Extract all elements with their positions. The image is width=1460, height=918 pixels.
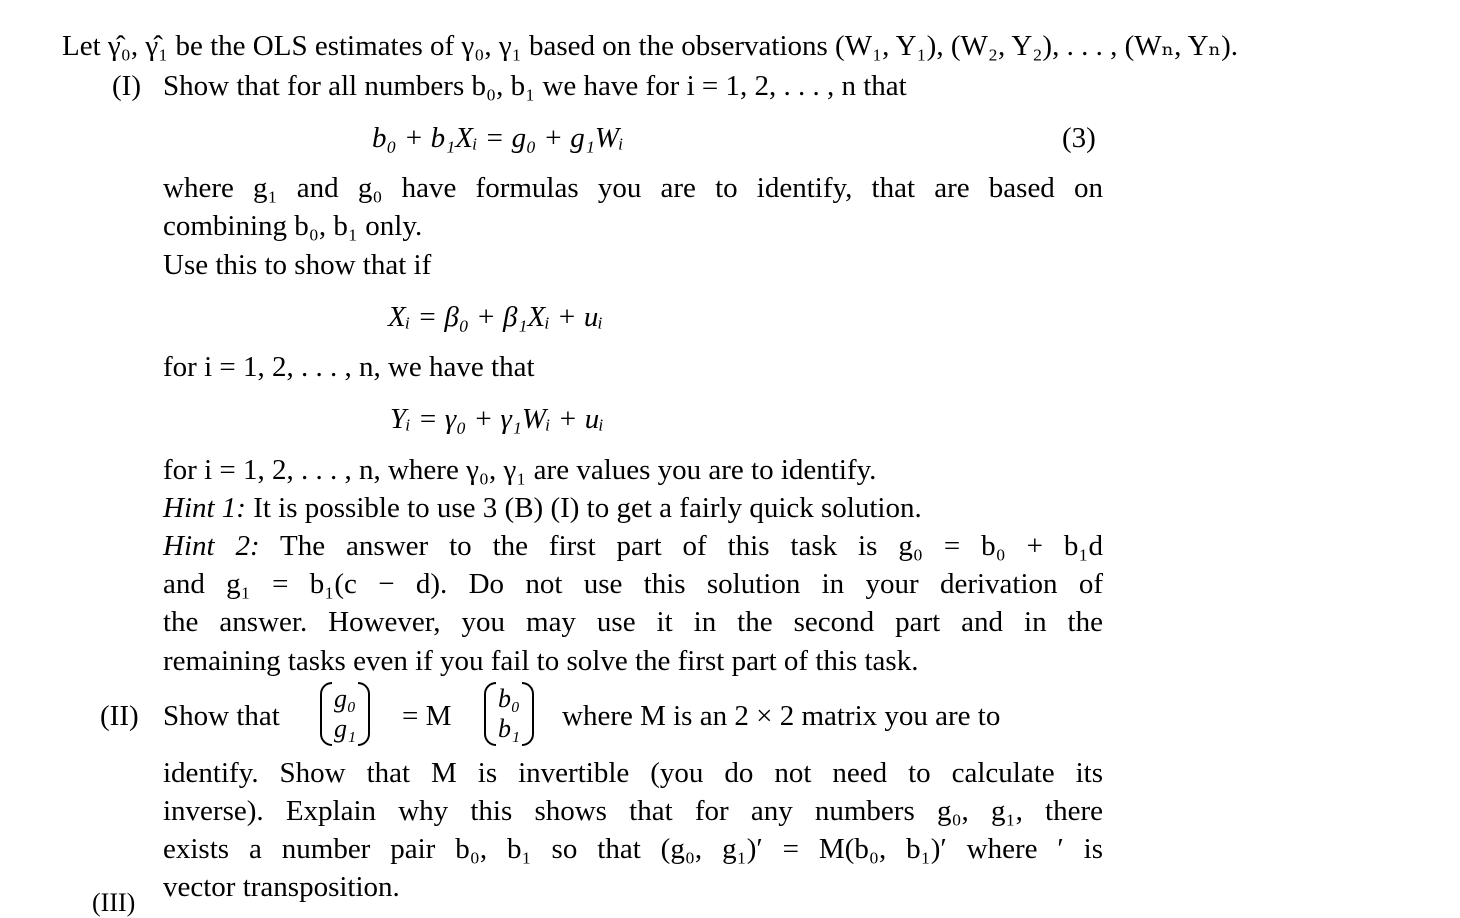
hint2-label: Hint 2: bbox=[163, 530, 260, 562]
vector-b-top: b₀ bbox=[498, 684, 521, 713]
part2-show-that: Show that bbox=[163, 700, 280, 732]
hint1-label: Hint 1: bbox=[163, 492, 246, 524]
part2-line3: inverse). Explain why this shows that for any numbers g₀, g₁, there bbox=[163, 795, 1103, 827]
hint2-text: The answer to the first part of this task is g₀ = b₀ + b₁d bbox=[280, 530, 1104, 562]
part1-line1: Show that for all numbers b₀, b₁ we have for i = 1, 2, . . . , n that bbox=[163, 70, 907, 102]
part1-line2: where g₁ and g₀ have formulas you are to identify, that are based on bbox=[163, 172, 1103, 204]
equation-3-number: (3) bbox=[1062, 122, 1096, 154]
hint2 bbox=[163, 532, 1103, 561]
vector-g-bottom: g₁ bbox=[334, 713, 357, 743]
part2-line4: exists a number pair b₀, b₁ so that (g₀, g₁)′ = M(b₀, b₁)′ where ′ is bbox=[163, 833, 1103, 865]
part2-line2: identify. Show that M is invertible (you do not need to calculate its bbox=[163, 757, 1103, 789]
vector-b-bottom: b₁ bbox=[498, 713, 521, 743]
intro-text: Let γ̂₀, γ̂₁ be the OLS estimates of γ₀, γ₁ based on the observations (W₁, Y₁), (W₂, Y₂), . . . , (Wₙ, Yₙ). bbox=[62, 30, 1238, 62]
hint1 bbox=[163, 494, 922, 523]
part1-label: (I) bbox=[112, 70, 141, 102]
part1-line4: Use this to show that if bbox=[163, 249, 432, 281]
part1-line6: for i = 1, 2, . . . , n, where γ₀, γ₁ are values you are to identify. bbox=[163, 454, 877, 486]
equation-y: Yᵢ = γ₀ + γ₁Wᵢ + uᵢ bbox=[390, 403, 604, 435]
part1-line5: for i = 1, 2, . . . , n, we have that bbox=[163, 351, 535, 383]
part1-line3: combining b₀, b₁ only. bbox=[163, 210, 423, 242]
vector-b bbox=[484, 684, 534, 744]
part2-line1-tail: where M is an 2 × 2 matrix you are to bbox=[562, 700, 1001, 732]
hint1-text: It is possible to use 3 (B) (I) to get a fairly quick solution. bbox=[253, 492, 922, 524]
part1-line8: the answer. However, you may use it in the second part and in the bbox=[163, 606, 1103, 638]
part2-line5: vector transposition. bbox=[163, 871, 400, 903]
equation-3: b₀ + b₁Xᵢ = g₀ + g₁Wᵢ bbox=[372, 122, 624, 154]
vector-g-top: g₀ bbox=[334, 684, 357, 713]
part2-label: (II) bbox=[100, 700, 139, 732]
equals-m: = M bbox=[402, 700, 452, 732]
equation-x: Xᵢ = β₀ + β₁Xᵢ + uᵢ bbox=[388, 301, 603, 333]
part1-line9: remaining tasks even if you fail to solve the first part of this task. bbox=[163, 645, 919, 677]
vector-g bbox=[320, 684, 370, 744]
part3-label-partial: (III) bbox=[92, 888, 136, 917]
part1-line7: and g₁ = b₁(c − d). Do not use this solution in your derivation of bbox=[163, 568, 1103, 600]
